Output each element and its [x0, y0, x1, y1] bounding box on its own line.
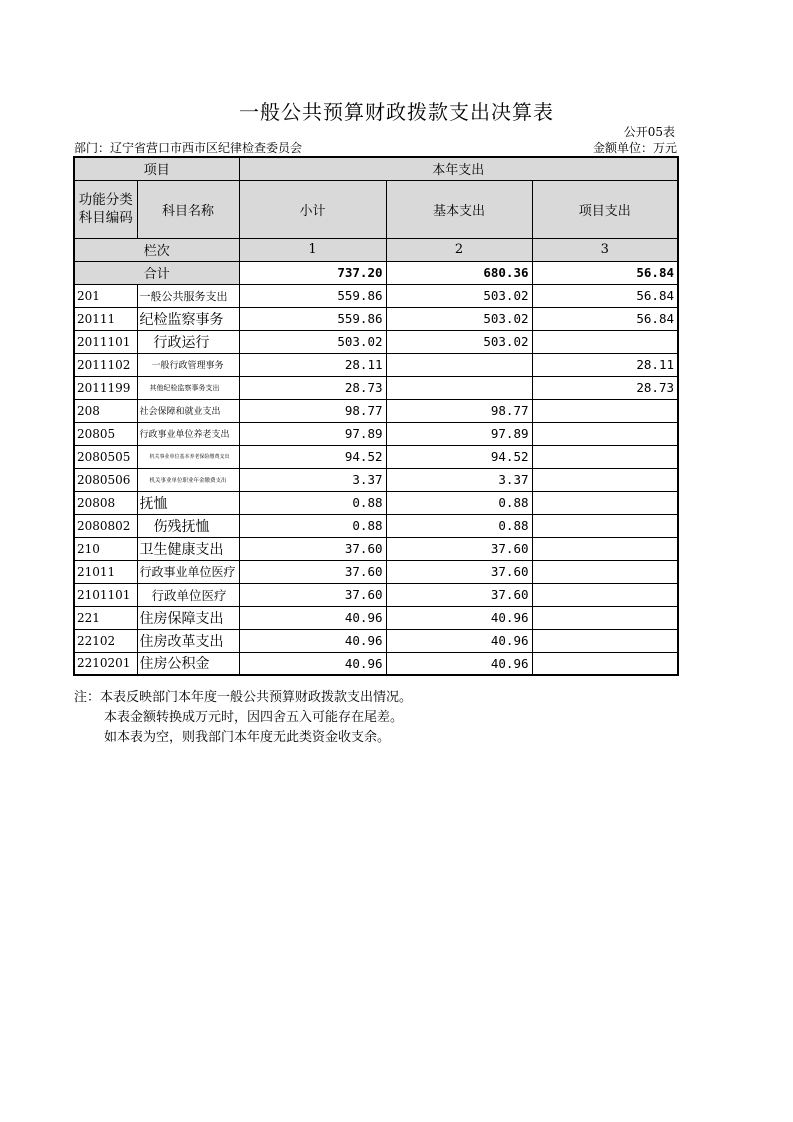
row-subtotal: 28.73	[239, 376, 386, 399]
header-current-year: 本年支出	[239, 157, 678, 180]
row-subtotal: 0.88	[239, 491, 386, 514]
row-project	[532, 583, 678, 606]
table-row	[74, 537, 678, 560]
table-row	[74, 629, 678, 652]
row-name: 行政运行	[137, 330, 239, 353]
row-code: 2080506	[74, 468, 137, 491]
row-code: 2080505	[74, 445, 137, 468]
total-basic: 680.36	[386, 261, 532, 284]
row-basic	[386, 353, 532, 376]
row-code: 221	[74, 606, 137, 629]
row-name: 社会保障和就业支出	[137, 399, 239, 422]
note-line: 注：本表反映部门本年度一般公共预算财政拨款支出情况。	[74, 690, 413, 705]
row-project	[532, 468, 678, 491]
header-subtotal: 小计	[239, 180, 386, 238]
row-code: 210	[74, 537, 137, 560]
table-row	[74, 606, 678, 629]
row-code: 2101101	[74, 583, 137, 606]
row-project	[532, 537, 678, 560]
row-project	[532, 606, 678, 629]
note-line: 如本表为空，则我部门本年度无此类资金收支余。	[104, 730, 391, 745]
row-subtotal: 503.02	[239, 330, 386, 353]
row-name: 住房保障支出	[137, 606, 239, 629]
header-col1: 1	[239, 238, 386, 261]
header-subject-name: 科目名称	[137, 180, 239, 238]
row-project	[532, 399, 678, 422]
header-project: 项目支出	[532, 180, 678, 238]
header-func-code	[74, 180, 137, 238]
row-basic: 97.89	[386, 422, 532, 445]
row-code: 20805	[74, 422, 137, 445]
row-basic: 37.60	[386, 583, 532, 606]
row-name: 行政事业单位养老支出	[137, 422, 239, 445]
table-row	[74, 376, 678, 399]
row-subtotal: 37.60	[239, 583, 386, 606]
row-name: 机关事业单位基本养老保险缴费支出	[137, 445, 239, 468]
table-row	[74, 514, 678, 537]
table-row	[74, 307, 678, 330]
row-name: 抚恤	[137, 491, 239, 514]
table-row	[74, 422, 678, 445]
row-project: 28.73	[532, 376, 678, 399]
row-project	[532, 445, 678, 468]
row-name: 行政单位医疗	[137, 583, 239, 606]
total-label: 合计	[74, 261, 239, 284]
row-basic: 503.02	[386, 284, 532, 307]
header-func-code-line1: 功能分类	[78, 192, 133, 208]
row-subtotal: 37.60	[239, 537, 386, 560]
row-basic: 3.37	[386, 468, 532, 491]
row-subtotal: 98.77	[239, 399, 386, 422]
row-name: 一般公共服务支出	[137, 284, 239, 307]
row-project	[532, 330, 678, 353]
row-subtotal: 97.89	[239, 422, 386, 445]
row-project: 56.84	[532, 284, 678, 307]
form-number: 公开05表	[623, 125, 675, 139]
header-func-code-line2: 科目编码	[78, 210, 133, 226]
row-basic: 37.60	[386, 560, 532, 583]
row-project	[532, 514, 678, 537]
row-name: 纪检监察事务	[137, 307, 239, 330]
row-code: 21011	[74, 560, 137, 583]
row-code: 2080802	[74, 514, 137, 537]
row-code: 208	[74, 399, 137, 422]
row-code: 2011101	[74, 330, 137, 353]
expenditure-table	[73, 156, 679, 676]
row-basic: 98.77	[386, 399, 532, 422]
row-code: 2011102	[74, 353, 137, 376]
row-project	[532, 422, 678, 445]
row-name: 行政事业单位医疗	[137, 560, 239, 583]
row-name: 一般行政管理事务	[137, 353, 239, 376]
row-basic: 503.02	[386, 307, 532, 330]
row-project	[532, 491, 678, 514]
table-row	[74, 330, 678, 353]
row-project	[532, 560, 678, 583]
department-label: 部门：辽宁省营口市西市区纪律检查委员会	[74, 141, 303, 155]
header-basic: 基本支出	[386, 180, 532, 238]
row-subtotal: 37.60	[239, 560, 386, 583]
header-col3: 3	[532, 238, 678, 261]
row-project: 28.11	[532, 353, 678, 376]
row-subtotal: 28.11	[239, 353, 386, 376]
header-col2: 2	[386, 238, 532, 261]
table-row	[74, 491, 678, 514]
table-row	[74, 583, 678, 606]
row-subtotal: 40.96	[239, 629, 386, 652]
table-row	[74, 560, 678, 583]
total-subtotal: 737.20	[239, 261, 386, 284]
row-name: 住房改革支出	[137, 629, 239, 652]
row-subtotal: 40.96	[239, 606, 386, 629]
table-row	[74, 399, 678, 422]
header-col-index: 栏次	[74, 238, 239, 261]
row-basic: 40.96	[386, 629, 532, 652]
row-code: 2011199	[74, 376, 137, 399]
note-line: 本表金额转换成万元时，因四舍五入可能存在尾差。	[104, 710, 404, 725]
row-basic: 40.96	[386, 652, 532, 675]
row-code: 20111	[74, 307, 137, 330]
row-name: 其他纪检监察事务支出	[137, 376, 239, 399]
table-row	[74, 652, 678, 675]
notes	[74, 688, 412, 748]
row-code: 2210201	[74, 652, 137, 675]
table-row	[74, 445, 678, 468]
row-basic: 0.88	[386, 514, 532, 537]
row-subtotal: 0.88	[239, 514, 386, 537]
table-row	[74, 353, 678, 376]
row-name: 伤残抚恤	[137, 514, 239, 537]
row-subtotal: 40.96	[239, 652, 386, 675]
row-basic: 40.96	[386, 606, 532, 629]
page-title: 一般公共预算财政拨款支出决算表	[239, 100, 554, 124]
row-basic: 0.88	[386, 491, 532, 514]
table-row	[74, 468, 678, 491]
row-basic: 37.60	[386, 537, 532, 560]
row-subtotal: 94.52	[239, 445, 386, 468]
amount-unit-label: 金额单位：万元	[592, 141, 677, 155]
row-project	[532, 629, 678, 652]
row-project: 56.84	[532, 307, 678, 330]
row-subtotal: 559.86	[239, 307, 386, 330]
header-item: 项目	[74, 157, 239, 180]
row-basic	[386, 376, 532, 399]
row-name: 卫生健康支出	[137, 537, 239, 560]
row-project	[532, 652, 678, 675]
total-project: 56.84	[532, 261, 678, 284]
row-subtotal: 559.86	[239, 284, 386, 307]
row-code: 20808	[74, 491, 137, 514]
row-basic: 94.52	[386, 445, 532, 468]
row-name: 住房公积金	[137, 652, 239, 675]
row-code: 201	[74, 284, 137, 307]
row-basic: 503.02	[386, 330, 532, 353]
row-code: 22102	[74, 629, 137, 652]
table-row	[74, 284, 678, 307]
row-subtotal: 3.37	[239, 468, 386, 491]
row-name: 机关事业单位职业年金缴费支出	[137, 468, 239, 491]
